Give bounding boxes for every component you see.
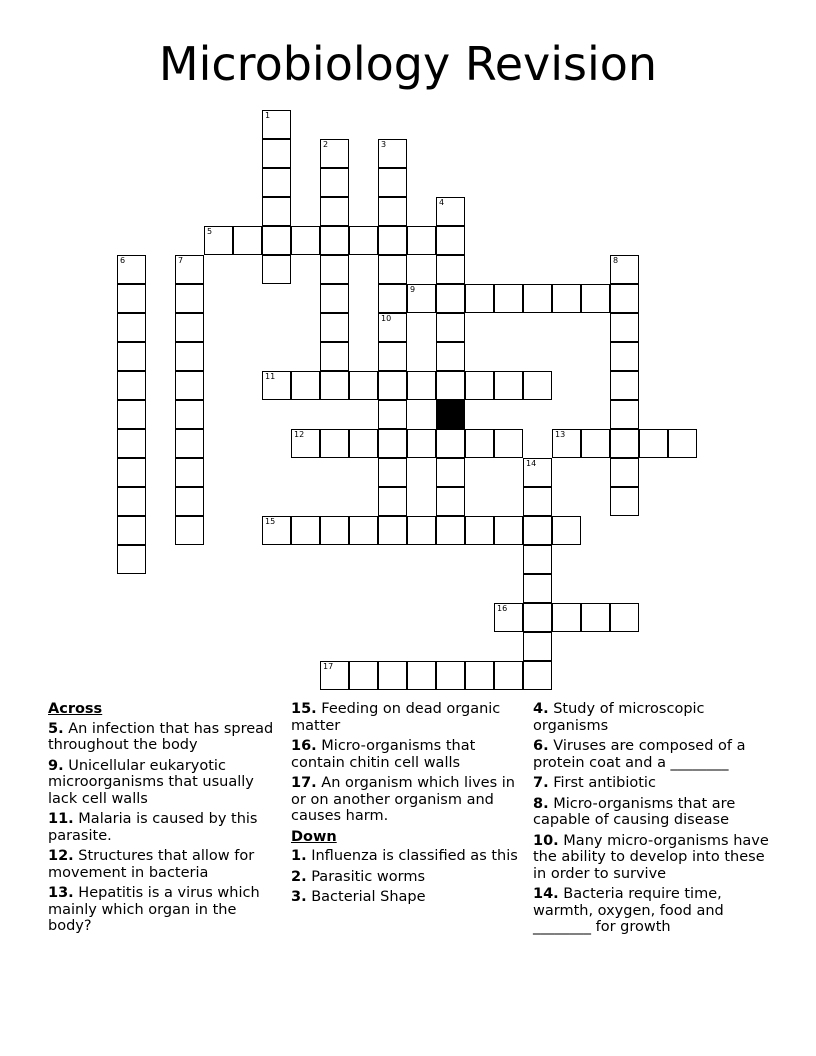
grid-cell[interactable]	[494, 429, 523, 458]
clue-number: 8	[613, 256, 619, 265]
clue-item-number: 8.	[533, 795, 549, 812]
clue-item-text: Hepatitis is a virus which mainly which organ in the body?	[48, 885, 260, 934]
grid-cell[interactable]	[523, 661, 552, 690]
grid-cell[interactable]	[175, 400, 204, 429]
clue-item-number: 15.	[291, 701, 317, 717]
grid-cell[interactable]	[262, 168, 291, 197]
clue-item-text: Micro-organisms that are capable of causing disease	[533, 795, 736, 828]
clue-item-number: 9.	[48, 757, 64, 774]
grid-cell[interactable]	[523, 284, 552, 313]
grid-cell[interactable]	[523, 632, 552, 661]
grid-cell[interactable]	[610, 458, 639, 487]
clue-number: 16	[497, 604, 508, 613]
grid-cell[interactable]	[262, 516, 291, 545]
grid-cell[interactable]	[523, 574, 552, 603]
grid-cell[interactable]	[552, 516, 581, 545]
clue-item-text: An infection that has spread throughout the body	[48, 720, 274, 753]
clue-number: 9	[410, 285, 416, 294]
clue-item-text: An organism which lives in or on another organism and causes harm.	[291, 775, 515, 824]
grid-cell[interactable]	[610, 342, 639, 371]
clue-item-number: 10.	[533, 832, 559, 849]
grid-cell[interactable]	[494, 284, 523, 313]
grid-cell[interactable]	[523, 487, 552, 516]
clue-item	[48, 758, 276, 808]
across-heading: Across	[48, 701, 103, 717]
clues-column-2	[291, 701, 527, 910]
grid-cell[interactable]	[262, 226, 291, 255]
grid-cell[interactable]	[291, 429, 320, 458]
grid-cell[interactable]	[436, 197, 465, 226]
grid-cell[interactable]	[436, 255, 465, 284]
grid-cell[interactable]	[117, 400, 146, 429]
grid-cell[interactable]	[378, 197, 407, 226]
grid-cell[interactable]	[494, 603, 523, 632]
clue-item-number: 17.	[291, 775, 317, 791]
clue-item-number: 6.	[533, 738, 549, 754]
grid-cell[interactable]	[436, 458, 465, 487]
grid-cell[interactable]	[175, 284, 204, 313]
clue-item-number: 3.	[291, 889, 307, 905]
grid-cell[interactable]	[465, 429, 494, 458]
clue-item-text: Bacteria require time, warmth, oxygen, food and ________ for growth	[533, 886, 724, 935]
clue-item-text: Unicellular eukaryotic microorganisms that usually lack cell walls	[48, 757, 254, 807]
grid-cell[interactable]	[117, 458, 146, 487]
grid-cell[interactable]	[581, 429, 610, 458]
grid-cell[interactable]	[320, 284, 349, 313]
grid-cell[interactable]	[262, 110, 291, 139]
grid-cell[interactable]	[175, 516, 204, 545]
grid-cell[interactable]	[117, 516, 146, 545]
grid-cell[interactable]	[436, 226, 465, 255]
grid-cell[interactable]	[262, 139, 291, 168]
grid-cell[interactable]	[465, 516, 494, 545]
grid-cell[interactable]	[378, 284, 407, 313]
grid-cell[interactable]	[349, 429, 378, 458]
clue-item-number: 7.	[533, 775, 549, 791]
grid-cell[interactable]	[175, 458, 204, 487]
grid-cell[interactable]	[407, 284, 436, 313]
black-square	[436, 400, 465, 429]
grid-cell[interactable]	[436, 661, 465, 690]
grid-cell[interactable]	[320, 516, 349, 545]
grid-cell[interactable]	[175, 429, 204, 458]
clue-item-text: Many micro-organisms have the ability to develop into these in order to survive	[533, 832, 769, 882]
clue-item-number: 13.	[48, 885, 74, 901]
clue-number: 11	[265, 372, 276, 381]
clue-item-text: Study of microscopic organisms	[533, 701, 705, 734]
grid-cell[interactable]	[320, 139, 349, 168]
clue-item	[533, 833, 769, 883]
grid-cell[interactable]	[494, 661, 523, 690]
grid-cell[interactable]	[436, 429, 465, 458]
clue-item	[48, 885, 276, 935]
clue-item-number: 12.	[48, 848, 74, 864]
grid-cell[interactable]	[407, 429, 436, 458]
grid-cell[interactable]	[291, 226, 320, 255]
clue-item	[533, 886, 769, 936]
grid-cell[interactable]	[349, 226, 378, 255]
grid-cell[interactable]	[610, 603, 639, 632]
grid-cell[interactable]	[378, 661, 407, 690]
clue-item	[291, 848, 527, 865]
grid-cell[interactable]	[349, 371, 378, 400]
clue-item-text: Malaria is caused by this parasite.	[48, 811, 258, 844]
clue-number: 17	[323, 662, 334, 671]
grid-cell[interactable]	[407, 371, 436, 400]
clues-column-1	[48, 701, 276, 939]
grid-cell[interactable]	[117, 313, 146, 342]
clue-number: 2	[323, 140, 329, 149]
grid-cell[interactable]	[465, 371, 494, 400]
grid-cell[interactable]	[378, 313, 407, 342]
grid-cell[interactable]	[610, 400, 639, 429]
grid-cell[interactable]	[523, 458, 552, 487]
grid-cell[interactable]	[436, 342, 465, 371]
grid-cell[interactable]	[117, 371, 146, 400]
grid-cell[interactable]	[465, 284, 494, 313]
grid-cell[interactable]	[581, 284, 610, 313]
grid-cell[interactable]	[291, 371, 320, 400]
clue-item	[291, 738, 527, 771]
grid-cell[interactable]	[378, 139, 407, 168]
clue-item-number: 4.	[533, 701, 549, 717]
grid-cell[interactable]	[320, 168, 349, 197]
clue-item-number: 16.	[291, 738, 317, 754]
grid-cell[interactable]	[494, 371, 523, 400]
grid-cell[interactable]	[610, 313, 639, 342]
grid-cell[interactable]	[291, 516, 320, 545]
grid-cell[interactable]	[523, 545, 552, 574]
grid-cell[interactable]	[610, 429, 639, 458]
grid-cell[interactable]	[552, 429, 581, 458]
grid-cell[interactable]	[378, 429, 407, 458]
grid-cell[interactable]	[117, 487, 146, 516]
clue-number: 5	[207, 227, 213, 236]
grid-cell[interactable]	[117, 342, 146, 371]
grid-cell[interactable]	[436, 313, 465, 342]
clue-number: 3	[381, 140, 387, 149]
grid-cell[interactable]	[436, 371, 465, 400]
grid-cell[interactable]	[320, 226, 349, 255]
clue-item	[291, 775, 527, 825]
clue-number: 7	[178, 256, 184, 265]
grid-cell[interactable]	[552, 603, 581, 632]
clue-item	[48, 848, 276, 881]
grid-cell[interactable]	[436, 487, 465, 516]
grid-cell[interactable]	[117, 284, 146, 313]
clue-item	[291, 889, 527, 906]
clue-number: 12	[294, 430, 305, 439]
grid-cell[interactable]	[320, 342, 349, 371]
clue-item	[48, 721, 276, 754]
grid-cell[interactable]	[581, 603, 610, 632]
clue-number: 14	[526, 459, 537, 468]
grid-cell[interactable]	[378, 516, 407, 545]
grid-cell[interactable]	[175, 487, 204, 516]
clue-item-number: 1.	[291, 848, 307, 864]
grid-cell[interactable]	[610, 255, 639, 284]
clue-item-text: Micro-organisms that contain chitin cell walls	[291, 738, 476, 771]
grid-cell[interactable]	[436, 516, 465, 545]
clue-item-number: 11.	[48, 811, 74, 827]
grid-cell[interactable]	[262, 197, 291, 226]
grid-cell[interactable]	[378, 342, 407, 371]
grid-cell[interactable]	[407, 516, 436, 545]
grid-cell[interactable]	[320, 661, 349, 690]
grid-cell[interactable]	[117, 429, 146, 458]
clue-number: 1	[265, 111, 271, 120]
clue-item	[48, 811, 276, 844]
clue-item-number: 2.	[291, 868, 307, 885]
grid-cell[interactable]	[349, 661, 378, 690]
grid-cell[interactable]	[233, 226, 262, 255]
grid-cell[interactable]	[320, 313, 349, 342]
down-heading: Down	[291, 828, 337, 845]
clue-item	[291, 701, 527, 734]
grid-cell[interactable]	[465, 661, 494, 690]
grid-cell[interactable]	[378, 371, 407, 400]
grid-cell[interactable]	[204, 226, 233, 255]
clue-item	[533, 796, 769, 829]
clue-item	[533, 775, 769, 792]
grid-cell[interactable]	[262, 371, 291, 400]
grid-cell[interactable]	[117, 545, 146, 574]
grid-cell[interactable]	[552, 284, 581, 313]
grid-cell[interactable]	[320, 197, 349, 226]
grid-cell[interactable]	[523, 371, 552, 400]
grid-cell[interactable]	[378, 226, 407, 255]
clue-item-number: 5.	[48, 720, 64, 737]
grid-cell[interactable]	[262, 255, 291, 284]
grid-cell[interactable]	[668, 429, 697, 458]
grid-cell[interactable]	[349, 516, 378, 545]
clue-item-text: Viruses are composed of a protein coat and a ________	[533, 738, 746, 771]
grid-cell[interactable]	[320, 429, 349, 458]
clue-number: 15	[265, 517, 276, 526]
grid-cell[interactable]	[494, 516, 523, 545]
clue-number: 6	[120, 256, 126, 265]
clue-number: 10	[381, 314, 392, 323]
clues-column-3	[533, 701, 769, 940]
grid-cell[interactable]	[523, 516, 552, 545]
grid-cell[interactable]	[378, 255, 407, 284]
grid-cell[interactable]	[117, 255, 146, 284]
clue-item	[533, 701, 769, 734]
grid-cell[interactable]	[436, 284, 465, 313]
grid-cell[interactable]	[610, 284, 639, 313]
grid-cell[interactable]	[378, 487, 407, 516]
clue-item-text: First antibiotic	[548, 775, 656, 791]
grid-cell[interactable]	[378, 458, 407, 487]
page-title: Microbiology Revision	[158, 37, 658, 91]
grid-cell[interactable]	[523, 603, 552, 632]
grid-cell[interactable]	[175, 371, 204, 400]
clue-number: 13	[555, 430, 566, 439]
clue-item	[533, 738, 769, 771]
grid-cell[interactable]	[320, 371, 349, 400]
grid-cell[interactable]	[610, 487, 639, 516]
grid-cell[interactable]	[378, 168, 407, 197]
grid-cell[interactable]	[407, 226, 436, 255]
grid-cell[interactable]	[320, 255, 349, 284]
grid-cell[interactable]	[610, 371, 639, 400]
clue-number: 4	[439, 198, 445, 207]
grid-cell[interactable]	[407, 661, 436, 690]
grid-cell[interactable]	[639, 429, 668, 458]
clue-item-text: Influenza is classified as this	[306, 848, 518, 864]
clue-item-text: Structures that allow for movement in bacteria	[48, 848, 255, 881]
grid-cell[interactable]	[175, 313, 204, 342]
grid-cell[interactable]	[378, 400, 407, 429]
clue-item-text: Bacterial Shape	[306, 889, 426, 905]
grid-cell[interactable]	[175, 342, 204, 371]
clue-item-text: Parasitic worms	[306, 868, 426, 885]
grid-cell[interactable]	[175, 255, 204, 284]
clue-item-number: 14.	[533, 886, 559, 902]
clue-item-text: Feeding on dead organic matter	[291, 701, 501, 734]
clue-item	[291, 869, 527, 886]
